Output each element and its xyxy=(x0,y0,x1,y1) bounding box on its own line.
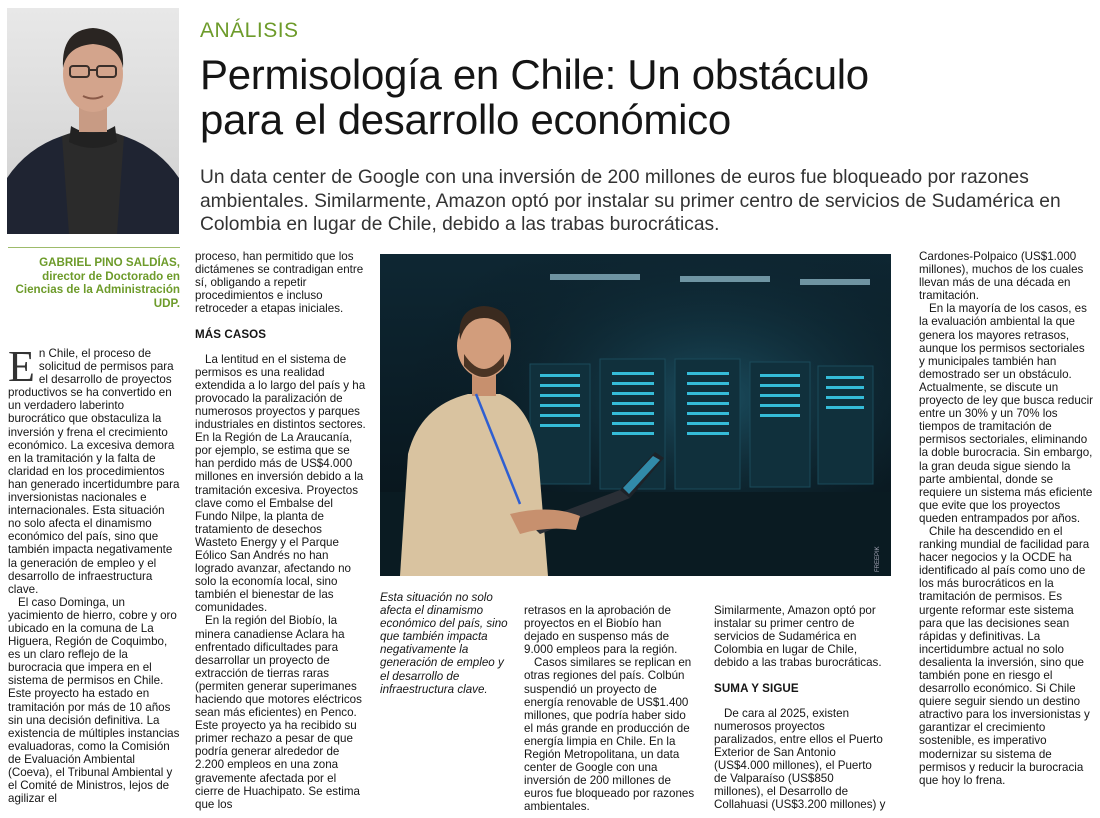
main-photo xyxy=(380,254,891,576)
col4-paragraph-2: De cara al 2025, existen numerosos proyectos paralizados, entre ellos el Puerto Exterior de San Antonio (US$4.000 millones), el Puerto de Valparaíso (US$850 millones), el Desarrollo de Collahuasi (US$3.200 millones) y xyxy=(714,706,886,812)
section-kicker: ANÁLISIS xyxy=(200,19,299,42)
column-1 xyxy=(8,342,180,806)
headline-line-2: para el desarrollo económico xyxy=(200,96,731,143)
author-portrait xyxy=(7,8,179,234)
col3-paragraph-2: Casos similares se replican en otras regiones del país. Colbún suspendió un proyecto de energía renovable de US$1.400 millones, que podría haber sido el más grande en producción de energía limpia en Chile. En la Región Metropolitana, un data center de Google con una inversión de 200 millones de euros fue bloqueado por razones ambientales. xyxy=(524,656,695,814)
column-2 xyxy=(195,250,367,811)
col5-paragraph-1: Cardones-Polpaico (US$1.000 millones), muchos de los cuales llevan más de una década en tramitación. xyxy=(919,250,1084,303)
col5-paragraph-2: En la mayoría de los casos, es la evaluación ambiental la que genera los mayores retrasos, aunque los permisos sectoriales y municipales también han demostrado ser un obstáculo. Actualmente, se discute un proyecto de ley que busca reducir entre un 30% y un 70% los tiempos de tramitación de permisos sectoriales, eliminando la doble burocracia. Sin embargo, la gran deuda sigue siendo la parte ambiental, donde se requiere un sistema más eficiente que evite que los proyectos queden entrampados por años. xyxy=(919,302,1094,525)
author-role: director de Doctorado en Ciencias de la Administración UDP. xyxy=(15,269,180,310)
col2-paragraph-2: La lentitud en el sistema de permisos es una realidad extendida a lo largo del país y ha provocado la paralización de numerosos proyectos y parques industriales en distintos sectores. En la Región de La Araucanía, por ejemplo, se estima que se han perdido más de US$4.000 millones en inversión debido a la tramitación excesiva. Proyectos clave como el Embalse del Fundo Nilpe, la planta de tratamiento de desechos Wasteto Energy y el Parque Eólico San Andrés no han logrado avanzar, afectando no solo la economía local, sino también el bienestar de las comunidades. xyxy=(195,352,366,615)
col2-paragraph-3: En la región del Biobío, la minera canadiense Aclara ha enfrentado dificultades para desarrollar un proyecto de extracción de tierras raras (permiten generar superimanes haciendo que motores eléctricos sean más eficientes) en Penco. Este proyecto ya ha recibido su primer rechazo a pesar de que podría generar alrededor de 2.200 empleos en una zona gravemente afectada por el cierre de Huachipato. Se estima que los xyxy=(195,614,362,811)
dropcap: E xyxy=(8,342,35,391)
author-name: GABRIEL PINO SALDÍAS, xyxy=(39,256,180,269)
column-4 xyxy=(714,604,886,811)
author-byline xyxy=(8,247,180,310)
col5-paragraph-3: Chile ha descendido en el ranking mundial de facilidad para hacer negocios y la OCDE ha identificado al país como uno de los más burocráticos en la tramitación de permisos. Es urgente reformar este sistema para que las decisiones sean rápidas y definitivas. La incertidumbre actual no solo desalienta la inversión, sino que también pone en riesgo el desarrollo económico. Si Chile quiere seguir siendo un destino atractivo para los inversionistas y garantizar el crecimiento sostenible, es imperativo modernizar su sistema de permisos y reducir la burocracia que hoy lo frena. xyxy=(919,524,1090,787)
headline xyxy=(200,52,1080,142)
col2-paragraph-1: proceso, han permitido que los dictámenes se contradigan entre sí, obligando a repetir procedimientos e incluso retroceder a etapas iniciales. xyxy=(195,250,364,316)
col1-paragraph-2: El caso Dominga, un yacimiento de hierro, cobre y oro ubicado en la comuna de La Higuera, Región de Coquimbo, es un claro reflejo de la burocracia que impera en el sistema de permisos en Chile. Este proyecto ha estado en tramitación por más de 10 años sin una decisión definitiva. La existencia de múltiples instancias evaluadoras, como la Comisión de Evaluación Ambiental (Coeva), el Tribunal Ambiental y el Comité de Ministros, lejos de agilizar el xyxy=(8,595,180,806)
column-5 xyxy=(919,250,1093,787)
column-3 xyxy=(524,604,696,814)
photo-credit: FREEPIK xyxy=(875,546,881,572)
headline-line-1: Permisología en Chile: Un obstáculo xyxy=(200,51,869,98)
deck: Un data center de Google con una inversión de 200 millones de euros fue bloqueado por razones ambientales. Similarmente, Amazon optó por instalar su primer centro de servicios de Sudamérica en Colombia en lugar de Chile, debido a las trabas burocráticas. xyxy=(200,167,1061,235)
section-heading-suma-y-sigue: SUMA Y SIGUE xyxy=(714,682,799,696)
section-heading-mas-casos: MÁS CASOS xyxy=(195,328,267,342)
col4-paragraph-1: Similarmente, Amazon optó por instalar su primer centro de servicios de Sudamérica en Colombia en lugar de Chile, debido a las trabas burocráticas. xyxy=(714,604,882,670)
col3-paragraph-1: retrasos en la aprobación de proyectos en el Biobío han dejado en suspenso más de 9.000 empleos para la región. xyxy=(524,604,678,657)
photo-caption: Esta situación no solo afecta el dinamismo económico del país, sino que también impacta negativamente la generación de empleo y el desarrollo de infraestructura clave. xyxy=(380,591,508,696)
col1-paragraph-1: n Chile, el proceso de solicitud de permisos para el desarrollo de proyectos productivos se ha convertido en un verdadero laberinto burocrático que obstaculiza la inversión y frena el crecimiento económico. La excesiva demora en la tramitación y la falta de claridad en los procedimientos han generado incertidumbre para inversionistas nacionales e internacionales. Esta situación no solo afecta el dinamismo económico del país, sino que también impacta negativamente la generación de empleo y el desarrollo de infraestructura clave. xyxy=(8,347,180,596)
